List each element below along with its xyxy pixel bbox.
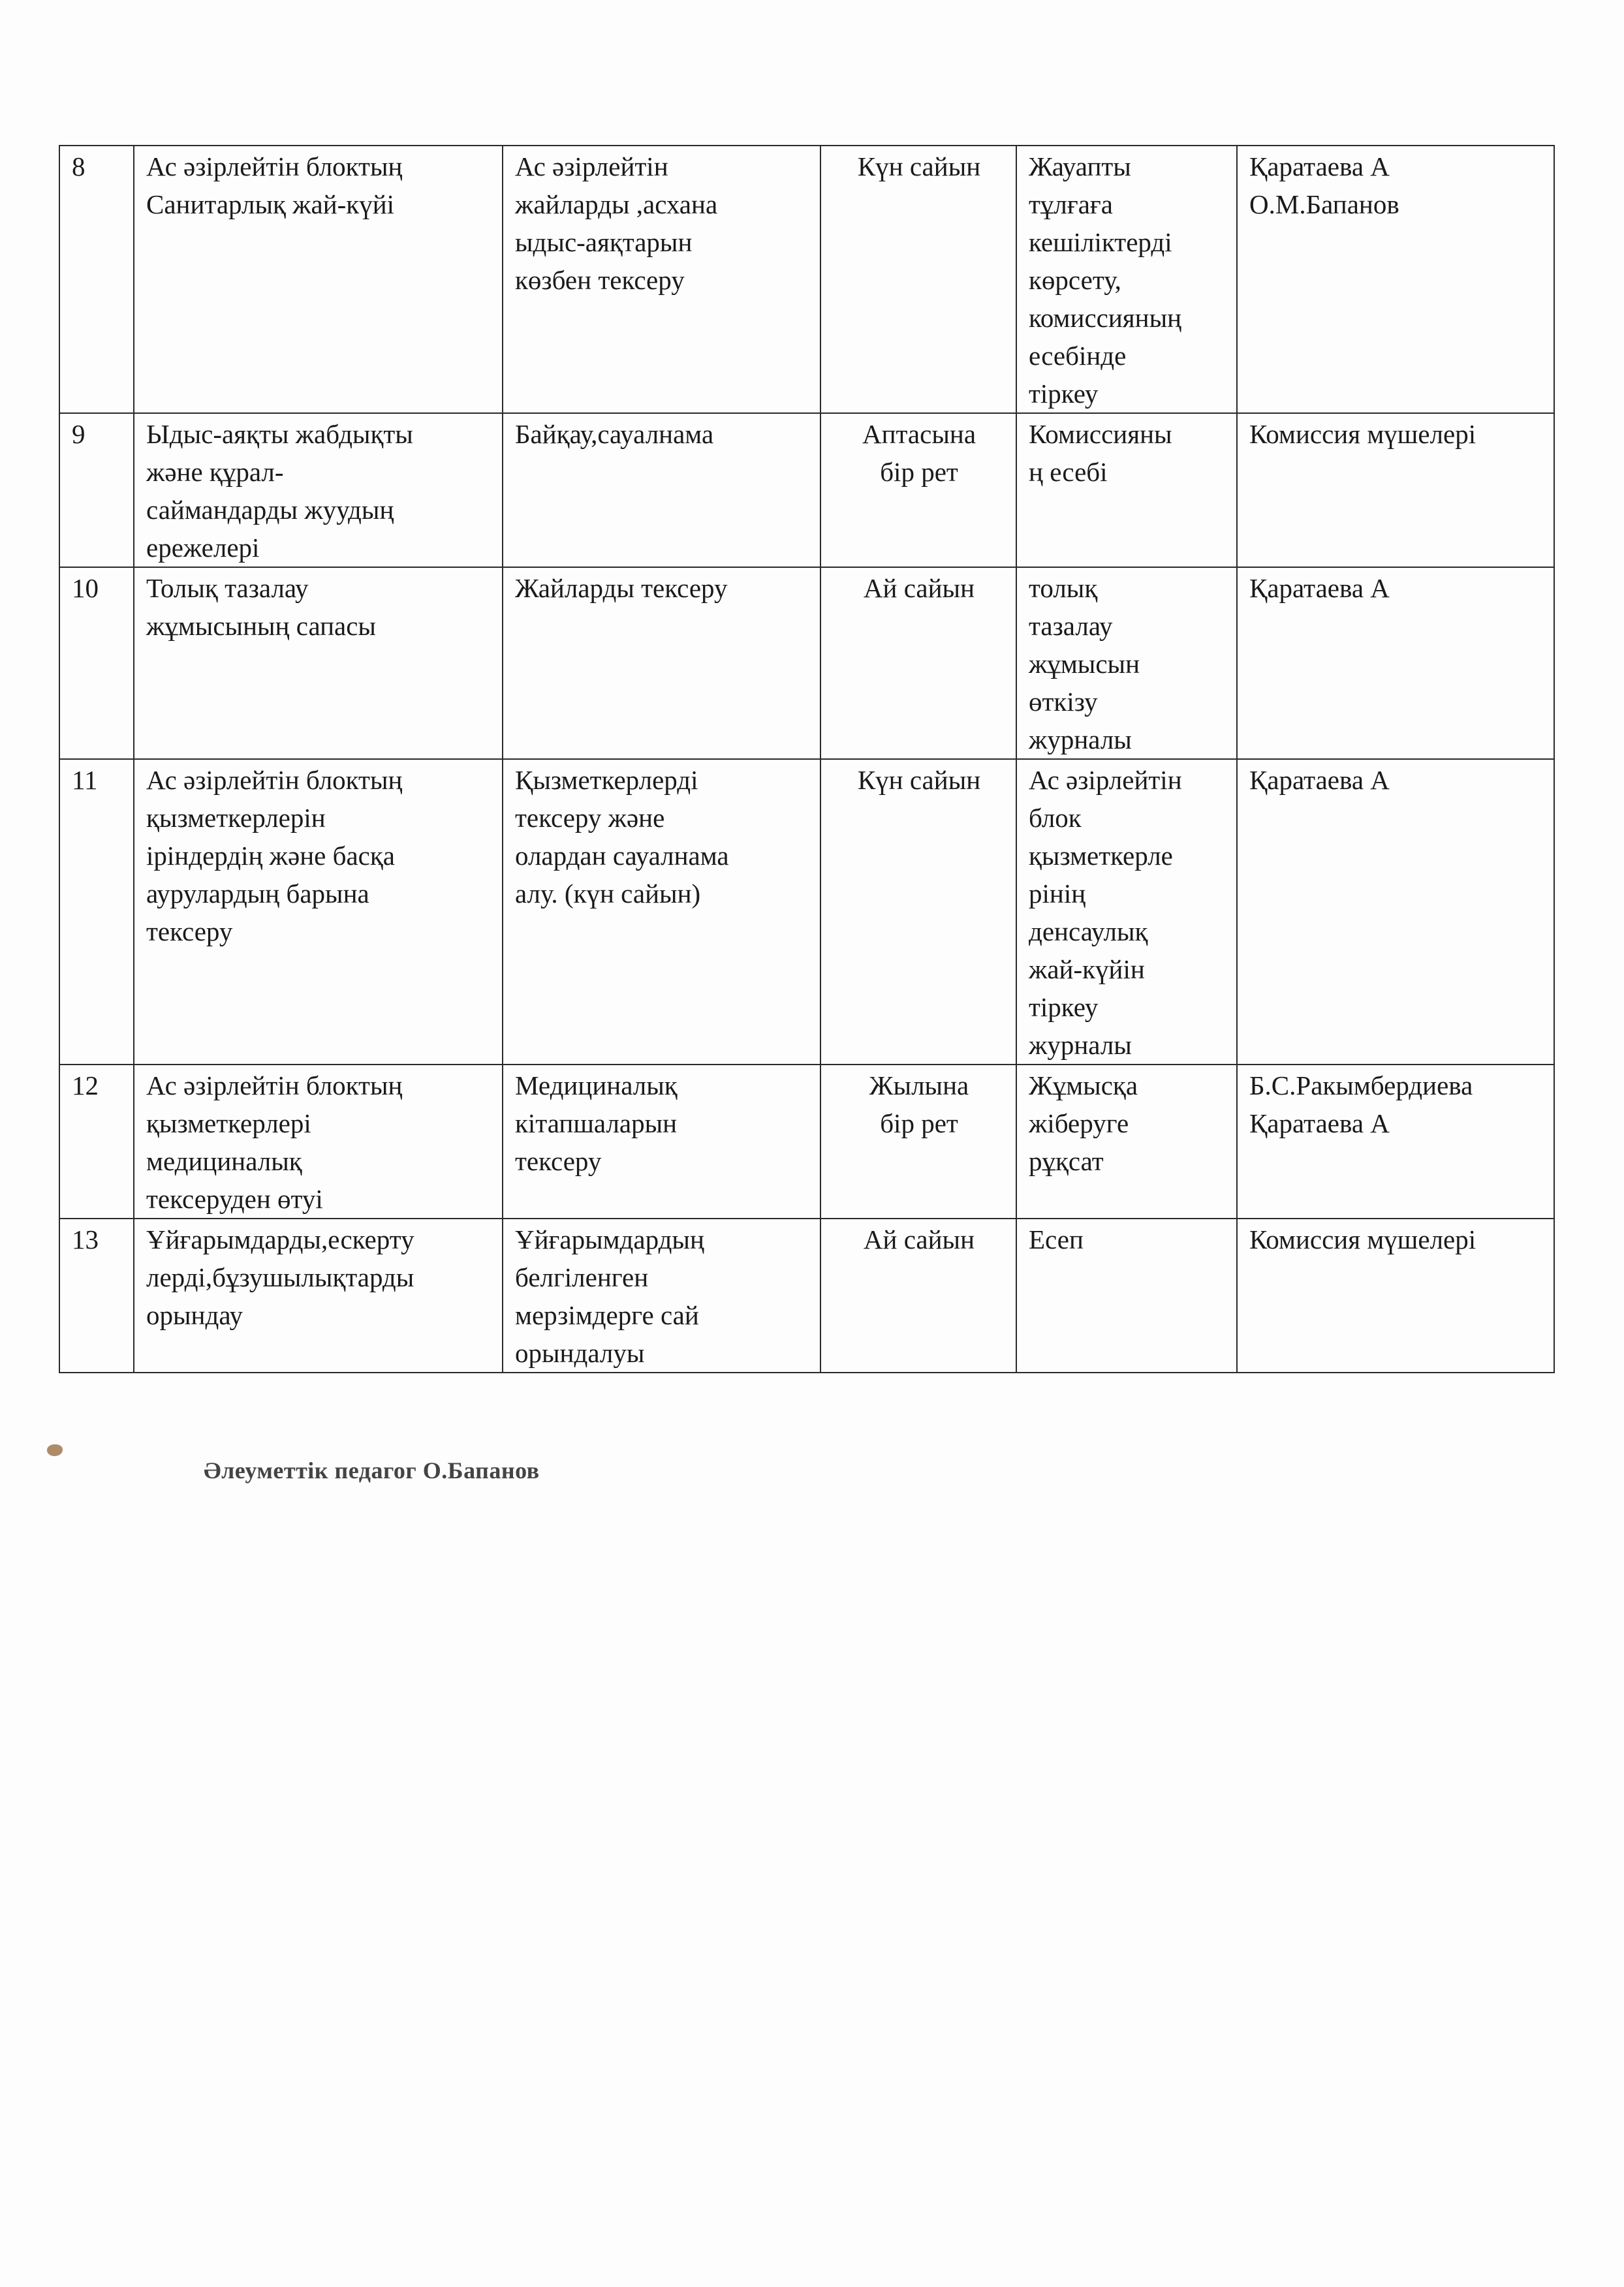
row-number-cell: 11 [59, 759, 134, 1065]
table-row [59, 413, 1554, 567]
cell-text-line: алу. (күн сайын) [515, 879, 701, 909]
cell-text-line: тұлғаға [1029, 189, 1113, 219]
cell-text-line: О.М.Бапанов [1249, 189, 1399, 219]
cell-text-line: бір рет [880, 1108, 958, 1138]
cell-text-line: кешіліктерді [1029, 227, 1172, 257]
cell-text-line: Ай сайын [863, 1224, 975, 1254]
cell-text-line: белгіленген [515, 1262, 649, 1292]
cell-text-line: Б.С.Ракымбердиева [1249, 1070, 1473, 1100]
inspection-item-cell [134, 567, 503, 759]
row-number-cell: 10 [59, 567, 134, 759]
cell-text-line: қызметкерлерін [146, 803, 326, 833]
row-number-cell: 8 [59, 146, 134, 413]
responsible-cell [1237, 759, 1554, 1065]
cell-text-line: орындалуы [515, 1338, 645, 1368]
result-cell [1016, 1065, 1237, 1219]
cell-text-line: Ыдыс-аяқты жабдықты [146, 419, 413, 449]
cell-text-line: Қаратаева А [1249, 151, 1390, 181]
inspection-item-cell [134, 1219, 503, 1373]
method-cell [503, 567, 820, 759]
cell-text-line: Жылына [869, 1070, 969, 1100]
cell-text-line: Күн сайын [857, 151, 981, 181]
cell-text-line: саймандарды жуудың [146, 495, 394, 525]
cell-text-line: журналы [1029, 724, 1132, 755]
cell-text-line: қызметкерле [1029, 841, 1173, 871]
responsible-cell [1237, 1219, 1554, 1373]
cell-text-line: Қаратаева А [1249, 573, 1390, 603]
cell-text-line: Ұйғарымдарды,ескерту [146, 1224, 414, 1254]
cell-text-line: комиссияның [1029, 303, 1182, 333]
cell-text-line: толық [1029, 573, 1098, 603]
cell-text-line: және құрал- [146, 457, 284, 487]
cell-text-line: Ай сайын [863, 573, 975, 603]
cell-text-line: Медициналық [515, 1070, 678, 1100]
cell-text-line: Ас әзірлейтін [1029, 765, 1182, 795]
cell-text-line: Комиссия мүшелері [1249, 1224, 1476, 1254]
frequency-cell [820, 146, 1016, 413]
row-number-cell: 9 [59, 413, 134, 567]
cell-text-line: жіберуге [1029, 1108, 1129, 1138]
row-number-cell: 13 [59, 1219, 134, 1373]
cell-text-line: есебінде [1029, 341, 1127, 371]
cell-text-line: жұмысын [1029, 649, 1140, 679]
cell-text-line: журналы [1029, 1030, 1132, 1060]
table-row [59, 567, 1554, 759]
method-cell [503, 146, 820, 413]
table-row [59, 1065, 1554, 1219]
frequency-cell [820, 759, 1016, 1065]
cell-text-line: кітапшаларын [515, 1108, 678, 1138]
cell-text-line: олардан сауалнама [515, 841, 729, 871]
cell-text-line: блок [1029, 803, 1082, 833]
responsible-cell [1237, 1065, 1554, 1219]
cell-text-line: Ас әзірлейтін [515, 151, 668, 181]
cell-text-line: көрсету, [1029, 265, 1121, 295]
cell-text-line: өткізу [1029, 687, 1098, 717]
cell-text-line: тексеру және [515, 803, 665, 833]
result-cell [1016, 567, 1237, 759]
cell-text-line: Жайларды тексеру [515, 573, 728, 603]
cell-text-line: Жауапты [1029, 151, 1131, 181]
responsible-cell [1237, 413, 1554, 567]
inspection-item-cell [134, 413, 503, 567]
frequency-cell [820, 1219, 1016, 1373]
result-cell [1016, 1219, 1237, 1373]
cell-text-line: тіркеу [1029, 379, 1099, 409]
frequency-cell [820, 413, 1016, 567]
cell-text-line: ыдыс-аяқтарын [515, 227, 693, 257]
inspection-item-cell [134, 1065, 503, 1219]
cell-text-line: тексеруден өтуі [146, 1184, 323, 1214]
cell-text-line: тазалау [1029, 611, 1113, 641]
cell-text-line: Толық тазалау [146, 573, 309, 603]
inspection-plan-table [59, 145, 1555, 1373]
cell-text-line: тіркеу [1029, 992, 1099, 1022]
cell-text-line: Қаратаева А [1249, 765, 1390, 795]
cell-text-line: ң есебі [1029, 457, 1108, 487]
cell-text-line: көзбен тексеру [515, 265, 685, 295]
cell-text-line: тексеру [515, 1146, 602, 1176]
cell-text-line: Есеп [1029, 1224, 1084, 1254]
stain-mark [47, 1444, 63, 1456]
cell-text-line: ережелері [146, 533, 260, 563]
signature-line: Әлеуметтік педагог О.Бапанов [204, 1457, 540, 1484]
cell-text-line: Ас әзірлейтін блоктың [146, 1070, 403, 1100]
result-cell [1016, 413, 1237, 567]
cell-text-line: Қаратаева А [1249, 1108, 1390, 1138]
method-cell [503, 1219, 820, 1373]
cell-text-line: орындау [146, 1300, 243, 1330]
cell-text-line: Байқау,сауалнама [515, 419, 714, 449]
cell-text-line: Жұмысқа [1029, 1070, 1138, 1100]
method-cell [503, 1065, 820, 1219]
cell-text-line: лерді,бұзушылықтарды [146, 1262, 414, 1292]
cell-text-line: қызметкерлері [146, 1108, 311, 1138]
row-number-cell: 12 [59, 1065, 134, 1219]
cell-text-line: іріндердің және басқа [146, 841, 395, 871]
table-body [59, 146, 1554, 1373]
method-cell [503, 759, 820, 1065]
cell-text-line: Ас әзірлейтін блоктың [146, 151, 403, 181]
cell-text-line: бір рет [880, 457, 958, 487]
table-row [59, 1219, 1554, 1373]
inspection-item-cell [134, 759, 503, 1065]
frequency-cell [820, 567, 1016, 759]
inspection-item-cell [134, 146, 503, 413]
table-row [59, 759, 1554, 1065]
cell-text-line: Ас әзірлейтін блоктың [146, 765, 403, 795]
cell-text-line: Комиссия мүшелері [1249, 419, 1476, 449]
cell-text-line: Комиссияны [1029, 419, 1172, 449]
cell-text-line: тексеру [146, 916, 233, 946]
cell-text-line: медициналық [146, 1146, 302, 1176]
cell-text-line: Қызметкерлерді [515, 765, 698, 795]
responsible-cell [1237, 146, 1554, 413]
result-cell [1016, 146, 1237, 413]
responsible-cell [1237, 567, 1554, 759]
cell-text-line: жайларды ,асхана [515, 189, 718, 219]
result-cell [1016, 759, 1237, 1065]
cell-text-line: жұмысының сапасы [146, 611, 376, 641]
method-cell [503, 413, 820, 567]
frequency-cell [820, 1065, 1016, 1219]
cell-text-line: рінің [1029, 879, 1086, 909]
cell-text-line: аурулардың барына [146, 879, 369, 909]
cell-text-line: Күн сайын [857, 765, 981, 795]
cell-text-line: жай-күйін [1029, 954, 1145, 984]
table-row [59, 146, 1554, 413]
cell-text-line: рұқсат [1029, 1146, 1104, 1176]
cell-text-line: Аптасына [862, 419, 976, 449]
cell-text-line: Ұйғарымдардың [515, 1224, 704, 1254]
cell-text-line: мерзімдерге сай [515, 1300, 699, 1330]
cell-text-line: денсаулық [1029, 916, 1148, 946]
cell-text-line: Санитарлық жай-күйі [146, 189, 395, 219]
